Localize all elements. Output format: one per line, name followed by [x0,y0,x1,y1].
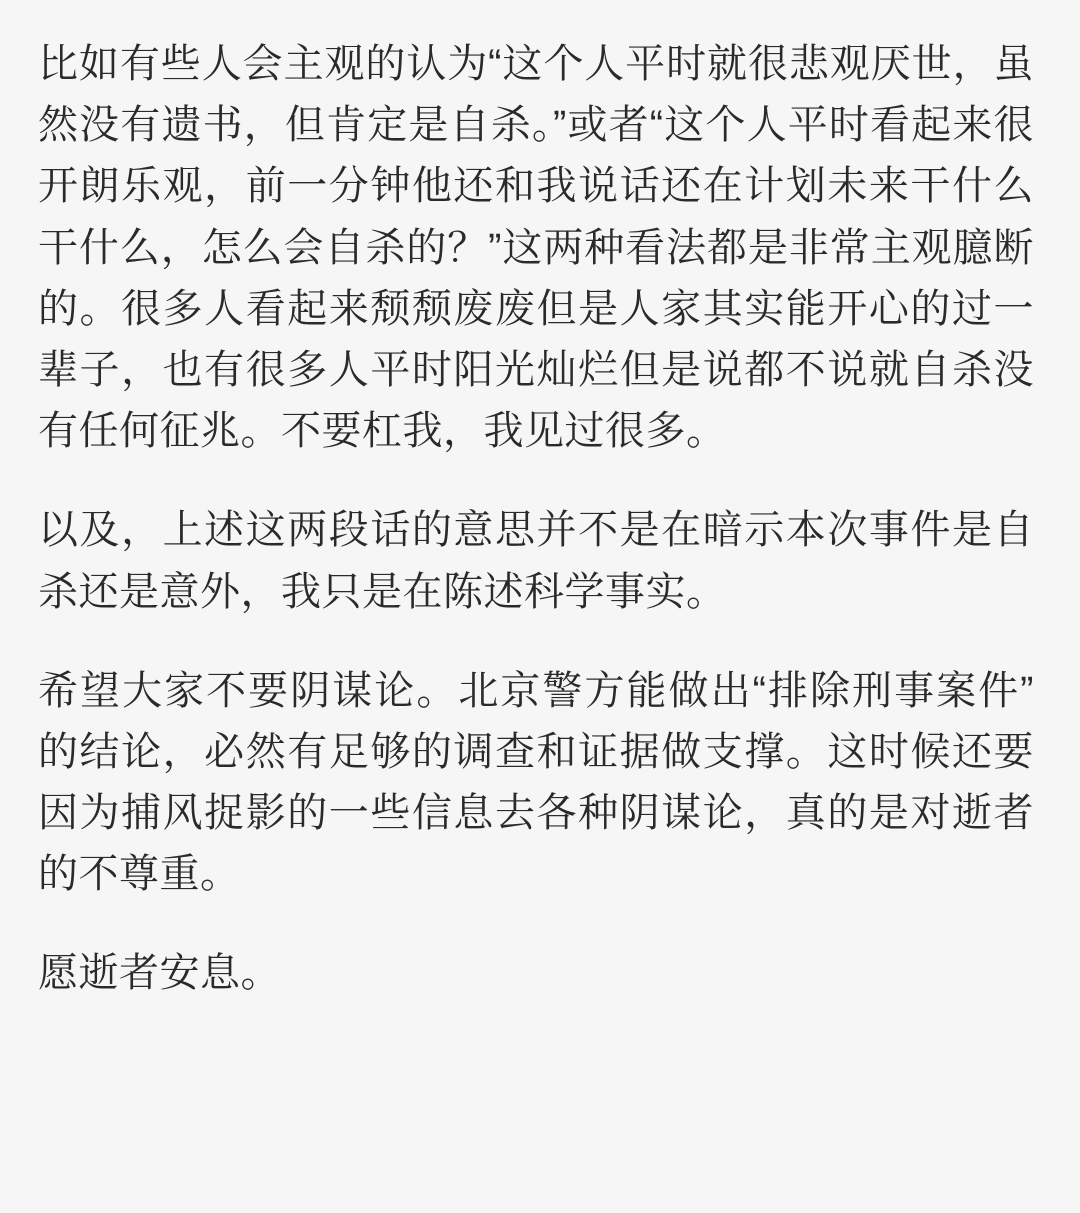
paragraph-2: 以及，上述这两段话的意思并不是在暗示本次事件是自杀还是意外，我只是在陈述科学事实。 [38,508,1034,614]
paragraph-4: 愿逝者安息。 [38,951,281,996]
paragraph-3: 希望大家不要阴谋论。北京警方能做出“排除刑事案件”的结论，必然有足够的调查和证据做支撑。这时候还要因为捕风捉影的一些信息去各种阴谋论，真的是对逝者的不尊重。 [38,668,1034,897]
article-body [38,34,1034,1005]
paragraph-1: 比如有些人会主观的认为“这个人平时就很悲观厌世，虽然没有遗书，但肯定是自杀。”或者“这个人平时看起来很开朗乐观，前一分钟他还和我说话还在计划未来干什么干什么，怎么会自杀的？”这两种看法都是非常主观臆断的。很多人看起来颓颓废废但是人家其实能开心的过一辈子，也有很多人平时阳光灿烂但是说都不说就自杀没有任何征兆。不要杠我，我见过很多。 [38,42,1034,454]
